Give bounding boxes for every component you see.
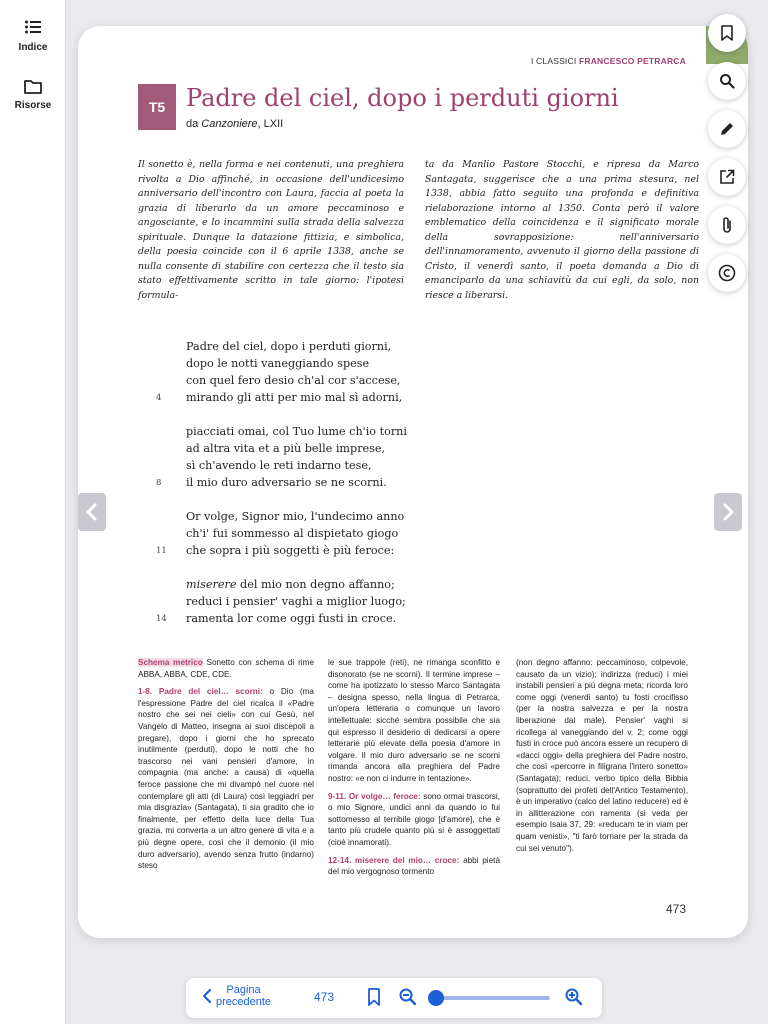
- search-tool-button[interactable]: [708, 62, 746, 100]
- zoom-in-icon: [564, 987, 584, 1007]
- resources-label: Risorse: [14, 100, 52, 111]
- notes-column-3: [516, 657, 688, 860]
- text-badge: T5: [138, 84, 176, 130]
- copyright-icon: [718, 264, 736, 282]
- note-12-14: [328, 855, 500, 878]
- page-number: 473: [665, 902, 686, 916]
- verse-text: il mio duro adversario se ne scorni.: [186, 476, 387, 489]
- verse: dopo le notti vaneggiando spese: [186, 357, 370, 370]
- next-page-arrow[interactable]: [714, 493, 742, 531]
- verse-text: ramenta lor come oggi fusti in croce.: [186, 612, 397, 625]
- pencil-icon: [719, 121, 735, 137]
- external-link-icon: [719, 169, 735, 185]
- book-page: [78, 26, 748, 938]
- previous-page-arrow[interactable]: [78, 493, 106, 531]
- subtitle-prefix: da: [186, 118, 202, 130]
- annotate-tool-button[interactable]: [708, 110, 746, 148]
- stanza-1: [138, 338, 438, 406]
- note-text: sono ormai trascorsi, o mio Signore, undici anni da quando io fui sottomesso al terribile giogo [d'amore], che è tanto più crudele quanto più si è assoggettati (cioè innamorati).: [328, 791, 500, 847]
- page-title: Padre del ciel, dopo i perduti giorni: [186, 84, 619, 112]
- chevron-right-icon: [721, 503, 735, 521]
- verse: [138, 474, 438, 491]
- zoom-out-button[interactable]: [398, 987, 418, 1012]
- line-number: 4: [156, 393, 162, 403]
- open-external-button[interactable]: [708, 158, 746, 196]
- note-ref: 1-8. Padre del ciel… scorni:: [138, 687, 263, 697]
- subtitle-work: Canzoniere: [201, 118, 258, 130]
- subtitle-suffix: , LXII: [257, 118, 284, 130]
- verse: [138, 576, 438, 593]
- line-number: 11: [156, 546, 167, 556]
- stanza-4: [138, 576, 438, 627]
- verse-text: mirando gli atti per mio mal sì adorni,: [186, 391, 403, 404]
- note-continued: le sue trappole (reti), ne rimanga sconfitto e disonorato (se ne scorni). Il termine imprese – come ha ipotizzato lo stesso Marco Santagata – designa spesso, nella lingua di Petrarca, un'opera letteraria o comunque un lavoro intellettuale: sicché sembra possibile che sia qui espresso il desiderio di dedicarsi a opere letterarie più elevate della poesia d'amore in volgare. Il mio duro adversario se ne scorni rimanda ancora alla preghiera del Padre nostro: «e non ci indurre in tentazione».: [328, 658, 500, 783]
- chevron-left-icon: [202, 988, 212, 1004]
- verse-text: del mio non degno affanno;: [236, 578, 395, 591]
- attachment-tool-button[interactable]: [708, 206, 746, 244]
- zoom-out-icon: [398, 987, 418, 1007]
- note-text: o Dio (ma l'espressione Padre del ciel ricalca il «Padre nostro che sei nei cieli» con cui Gesù, nel Vangelo di Matteo, insegna ai suoi discepoli a pregare), dopo i giorni che ho sprecato inutilmente (perduti), dopo le notti che ho trascorso nei vani pensieri d'amore, in compagnia (ma anche: a causa) di «quella feroce passione che mi divampò nel cuore nel contemplare gli atti (di Laura) così leggiadri per mia disgrazia» (Santagata), ti sia gradito che io finalmente, per effetto della luce della Tua grazia, mi converta a un altro genere di vita e a più degne opere, così che il demonio (il mio duro adversario), avendo senza frutto (indarno) steso: [138, 687, 314, 871]
- subtitle: [186, 118, 283, 130]
- poem: [138, 338, 438, 644]
- folder-icon: [24, 78, 42, 94]
- verse: ch'i' fui sommesso al dispietato giogo: [186, 527, 399, 540]
- verse: [138, 389, 438, 406]
- zoom-slider-handle[interactable]: [428, 990, 444, 1006]
- bookmark-tool-button[interactable]: [708, 14, 746, 52]
- verse: [138, 542, 438, 559]
- index-button[interactable]: [0, 18, 66, 53]
- stanza-2: [138, 423, 438, 491]
- series-label: I CLASSICI: [530, 56, 577, 66]
- chevron-left-icon: [85, 503, 99, 521]
- note-text: abbi pietà del mio vergognoso tormento: [328, 855, 501, 877]
- bookmark-icon: [366, 987, 382, 1007]
- index-label: Indice: [18, 42, 48, 53]
- previous-page-label-line2: precedente: [216, 996, 272, 1008]
- schema-label: Schema metrico: [138, 658, 203, 667]
- schema-text: Sonetto con schema di rime ABBA, ABBA, CDE, CDE.: [138, 658, 314, 679]
- previous-page-label: [216, 984, 271, 1008]
- resources-button[interactable]: [0, 78, 66, 111]
- verse: Padre del ciel, dopo i perduti giorni,: [186, 340, 392, 353]
- notes-column-1: [138, 657, 314, 878]
- verse: [138, 610, 438, 627]
- running-header: [531, 56, 686, 66]
- bookmark-page-button[interactable]: [366, 987, 382, 1012]
- note-9-11: [328, 791, 500, 849]
- previous-page-label-line1: Pagina: [226, 984, 261, 996]
- verse: Or volge, Signor mio, l'undecimo anno: [186, 510, 405, 523]
- note-continued: (non degno affanno: peccaminoso, colpevole, causato da un vizio); indirizza (reduci) i miei instabili pensieri a più degna meta; ricorda loro come oggi (venerdì santo) tu fosti crocifisso (per la nostra salvezza e per la nostra liberazione dal male). Pensier' vaghi si ricollega al vaneggiando del v. 2; come oggi fusti in croce può ancora essere un recupero di «dacci oggi» della preghiera del Padre nostro, che così «percorre in filigrana l'intero sonetto» (Santagata); reduci, verbo tipico della Bibbia (soprattutto dei profeti dell'Antico Testamento), è un imperativo (calco del latino reducere) ed è in allitterazione con ramenta (si veda per esempio Isaia 37, 29: «reducam te in viam per quam venisti», "ti farò tornare per la strada da cui sei venuto").: [516, 658, 688, 853]
- bookmark-icon: [720, 25, 734, 41]
- current-page-number[interactable]: 473: [314, 990, 335, 1004]
- verse-text: che sopra i più soggetti è più feroce:: [186, 544, 395, 557]
- schema-note: [138, 657, 314, 680]
- note-ref: 9-11. Or volge… feroce:: [328, 791, 421, 801]
- previous-page-button[interactable]: [202, 984, 271, 1008]
- zoom-in-button[interactable]: [564, 987, 584, 1012]
- note-1-8: [138, 686, 314, 872]
- notes-column-2: [328, 657, 500, 884]
- intro-column-1: Il sonetto è, nella forma e nei contenuti, una preghiera rivolta a Dio affinché, in occasione dell'undicesimo anniversario dell'incontro con Laura, faccia al poeta la grazia di liberarlo da un amore peccaminoso e angosciante, e lo incammini sulla strada della salvezza spirituale. Dunque la datazione fittizia, e simbolica, della poesia coincide con il 6 aprile 1338, anche se nulla consente di stabilire con certezza che il testo sia stato effettivamente scritto in tale giorno: l'ipotesi formula-: [138, 159, 404, 301]
- search-icon: [719, 73, 735, 89]
- verse: sì ch'avendo le reti indarno tese,: [186, 459, 372, 472]
- line-number: 14: [156, 614, 167, 624]
- intro-column-2: ta da Manlio Pastore Stocchi, e ripresa da Marco Santagata, suggerisce che a una prima stesura, nel 1338, abbia fatto seguito una profonda e definitiva rielaborazione intorno al 1350. Conta però il valore emblematico della coincidenza e il significato morale della sovrapposizione: nell'anniversario dell'innamoramento, avvenuto il giorno della passione di Cristo, il venerdì santo, il poeta domanda a Dio di emanciparlo da una schiavitù da cui egli, da solo, non riesce a liberarsi.: [425, 159, 699, 301]
- verse: piacciati omai, col Tuo lume ch'io torni: [186, 425, 407, 438]
- verse: ad altra vita et a più belle imprese,: [186, 442, 386, 455]
- note-ref: 12-14. miserere del mio… croce:: [328, 855, 460, 865]
- verse: con quel fero desio ch'al cor s'accese,: [186, 374, 401, 387]
- author-label: FRANCESCO PETRARCA: [578, 56, 686, 66]
- left-sidebar: [0, 0, 66, 1024]
- paperclip-icon: [720, 216, 734, 234]
- verse-italic: miserere: [186, 578, 237, 591]
- stanza-3: [138, 508, 438, 559]
- list-icon: [24, 18, 42, 36]
- line-number: 8: [156, 478, 162, 488]
- zoom-slider[interactable]: [432, 996, 550, 1000]
- copyright-tool-button[interactable]: [708, 254, 746, 292]
- bottom-toolbar: [186, 978, 602, 1018]
- verse: reduci i pensier' vaghi a miglior luogo;: [186, 595, 406, 608]
